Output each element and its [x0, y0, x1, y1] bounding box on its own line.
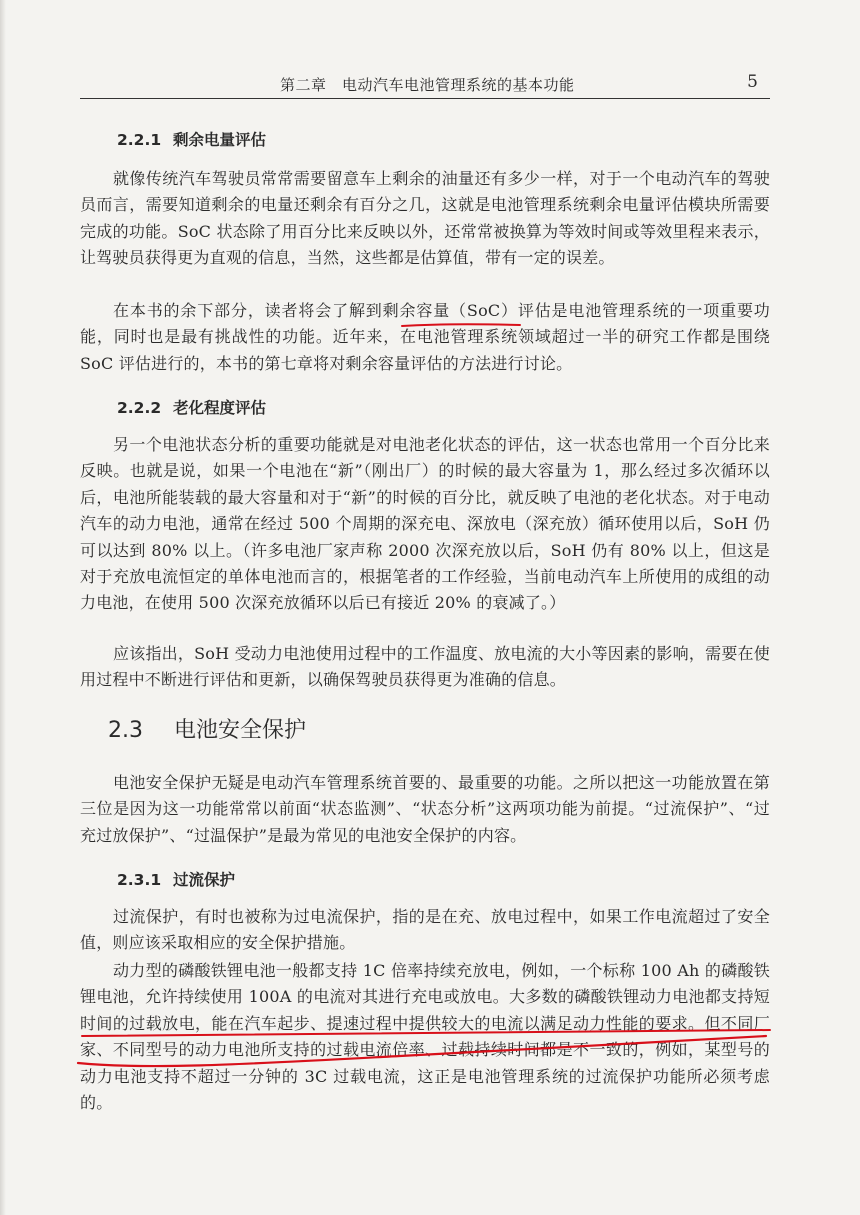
- running-header: [80, 64, 770, 99]
- paragraph-soc-importance: 在本书的余下部分，读者将会了解到剩余容量（SoC）评估是电池管理系统的一项重要功能，同时也是最有挑战性的功能。近年来，在电池管理系统领域超过一半的研究工作都是围绕 SoC 评估进行的，本书的第七章将对剩余容量评估的方法进行讨论。: [80, 301, 770, 373]
- heading-number: 2.3.1: [117, 871, 162, 889]
- heading-number: 2.2.1: [117, 131, 162, 149]
- heading-2-3-1: [117, 868, 235, 890]
- heading-title: 老化程度评估: [173, 399, 267, 417]
- heading-title: 剩余电量评估: [173, 131, 267, 149]
- heading-number: 2.2.2: [117, 399, 162, 417]
- paragraph-overcurrent-definition: 过流保护，有时也被称为过电流保护，指的是在充、放电过程中，如果工作电流超过了安全值，则应该采取相应的安全保护措施。: [80, 907, 770, 953]
- paragraph-safety-intro: 电池安全保护无疑是电动汽车管理系统首要的、最重要的功能。之所以把这一功能放置在第三位是因为这一功能常常以前面“状态监测”、“状态分析”这两项功能为前提。“过流保护”、“过充过放保护”、“过温保护”是最为常见的电池安全保护的内容。: [80, 773, 770, 845]
- paragraph-overcurrent-details: 动力型的磷酸铁锂电池一般都支持 1C 倍率持续充放电，例如，一个标称 100 Ah 的磷酸铁锂电池，允许持续使用 100A 的电流对其进行充电或放电。大多数的磷酸铁锂动力电池都支持短时间的过载放电，能在汽车起步、提速过程中提供较大的电流以满足动力性能的要求。但不同厂家、不同型号的动力电池所支持的过载电流倍率、过载持续时间都是不一致的，例如，某型号的动力电池支持不超过一分钟的 3C 过载电流，这正是电池管理系统的过流保护功能所必须考虑的。: [80, 961, 770, 1113]
- heading-2-2-1: [117, 128, 266, 150]
- heading-2-2-2: [117, 396, 266, 418]
- binding-edge-shadow: [0, 0, 6, 1215]
- heading-number: 2.3: [108, 718, 143, 743]
- heading-title: 过流保护: [173, 871, 236, 889]
- page-number: 5: [747, 72, 758, 92]
- paragraph-soc-intro: 就像传统汽车驾驶员常常需要留意车上剩余的油量还有多少一样，对于一个电动汽车的驾驶员而言，需要知道剩余的电量还剩余有百分之几，这就是电池管理系统剩余电量评估模块所需要完成的功能。SoC 状态除了用百分比来反映以外，还常常被换算为等效时间或等效里程来表示，让驾驶员获得更为直观的信息，当然，这些都是估算值，带有一定的误差。: [80, 169, 770, 268]
- paragraph-soh-intro: 另一个电池状态分析的重要功能就是对电池老化状态的评估，这一状态也常用一个百分比来反映。也就是说，如果一个电池在“新”（刚出厂）的时候的最大容量为 1，那么经过多次循环以后，电池所能装载的最大容量和对于“新”的时候的百分比，就反映了电池的老化状态。对于电动汽车的动力电池，通常在经过 500 个周期的深充电、深放电（深充放）循环使用以后，SoH 仍可以达到 80% 以上。（许多电池厂家声称 2000 次深充放以后，SoH 仍有 80% 以上，但这是对于充放电流恒定的单体电池而言的，根据笔者的工作经验，当前电动汽车上所使用的成组的动力电池，在使用 500 次深充放循环以后已有接近 20% 的衰减了。）: [80, 435, 770, 613]
- chapter-title: 第二章 电动汽车电池管理系统的基本功能: [280, 76, 575, 94]
- heading-2-3: [108, 713, 306, 744]
- heading-title: 电池安全保护: [174, 718, 307, 743]
- paragraph-soh-factors: 应该指出，SoH 受动力电池使用过程中的工作温度、放电流的大小等因素的影响，需要在使用过程中不断进行评估和更新，以确保驾驶员获得更为准确的信息。: [80, 644, 770, 690]
